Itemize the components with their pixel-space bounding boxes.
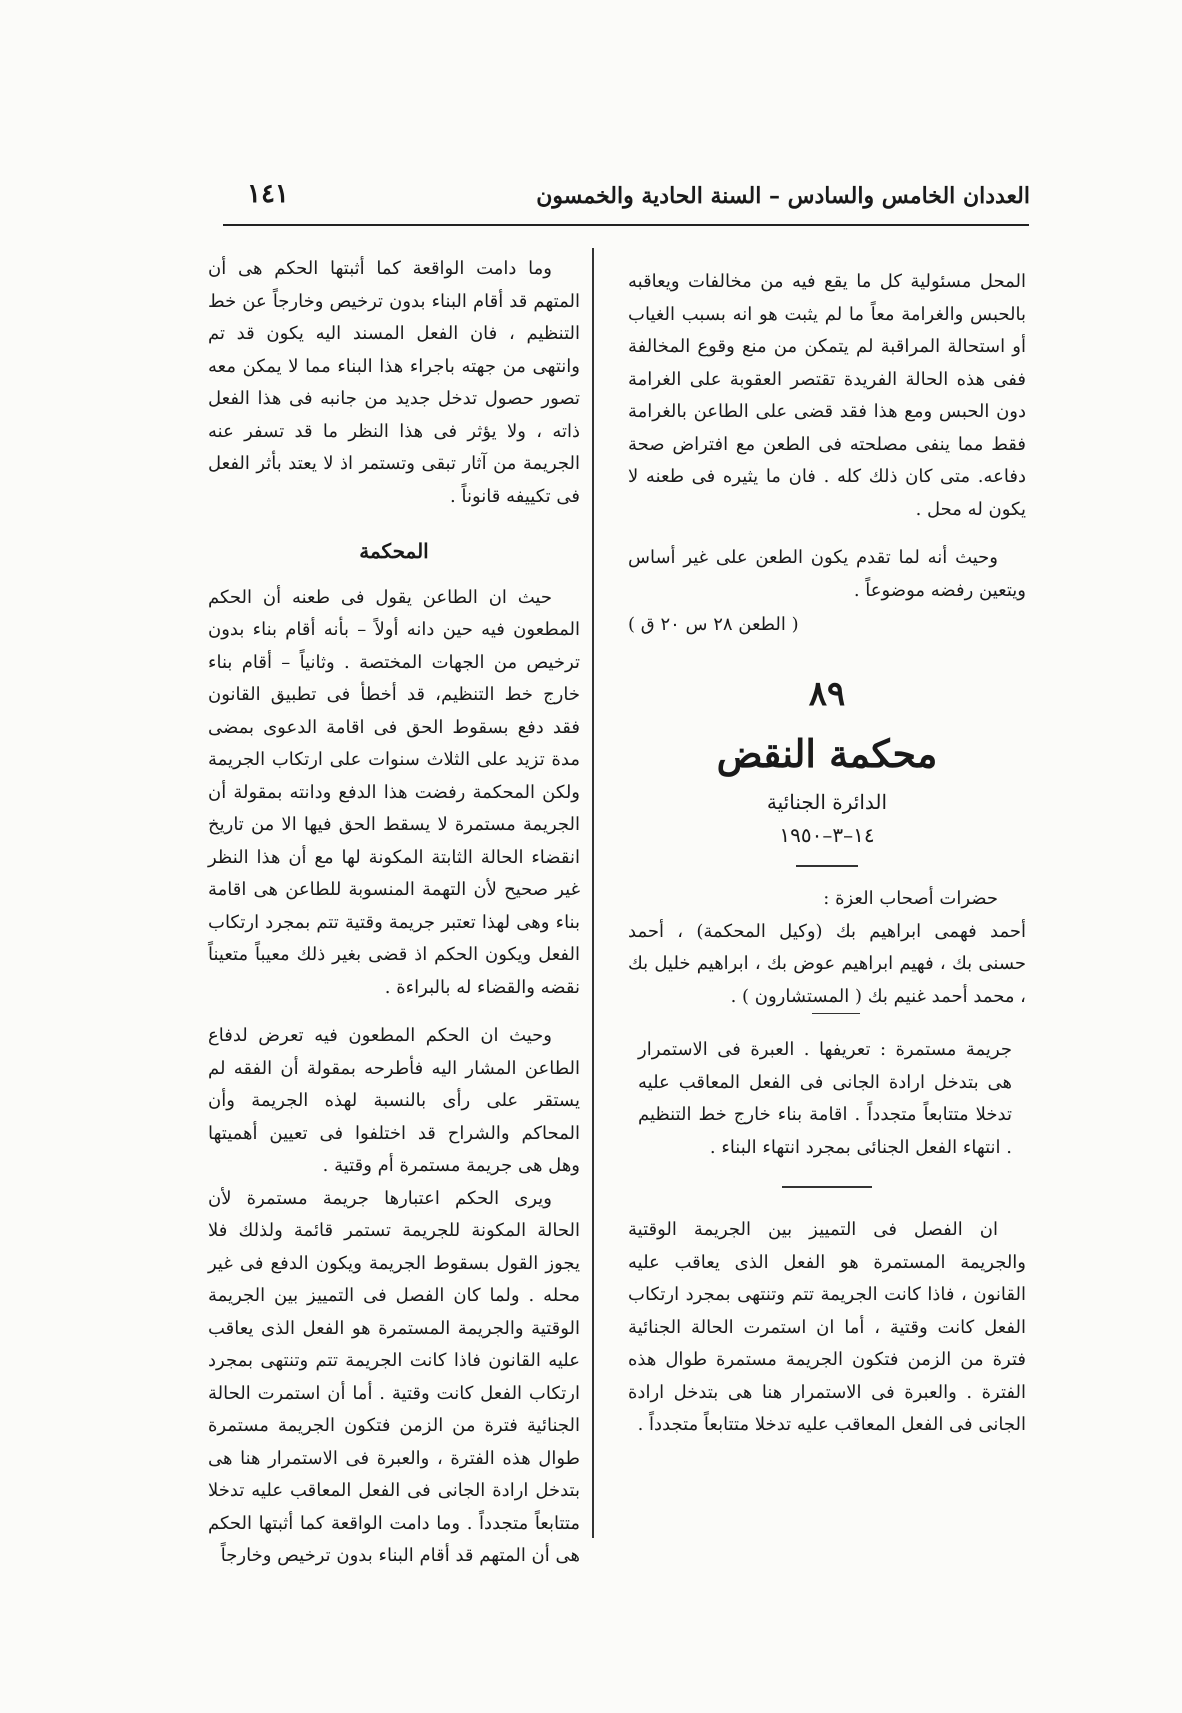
judges-rule (812, 1013, 860, 1014)
right-column (628, 266, 1026, 1442)
previous-case-continuation: المحل مسئولية كل ما يقع فيه من مخالفات ويعاقبه بالحبس والغرامة معاً ما لم يثبت هو انه بسبب الغياب أو استحالة المراقبة لم يتمكن من منع وقوع المخالفة ففى هذه الحالة الفريدة تقتصر العقوبة على الغرامة دون الحبس ومع هذا فقد قضى على الطاعن بالغرامة فقط مما ينفى مصلحته فى الطعن مع افتراض صحة دفاعه. متى كان ذلك كله . فان ما يثيره فى طعنه لا يكون له محل . (628, 271, 1026, 520)
judgment-paragraph-3: ويرى الحكم اعتبارها جريمة مستمرة لأن الحالة المكونة للجريمة تستمر قائمة ولذلك فلا يجوز القول بسقوط الجريمة ويكون الدفع فى غير محله . ولما كان الفصل فى التمييز بين الجريمة الوقتية والجريمة المستمرة هو الفعل الذى يعاقب عليه القانون فاذا كانت الجريمة تتم وتنتهى بمجرد ارتكاب الفعل كانت وقتية . أما أن استمرت الحالة الجنائية فترة من الزمن فتكون الجريمة مستمرة طوال هذه الفترة ، والعبرة فى الاستمرار هنا هى بتدخل ارادة الجانى فى الفعل المعاقب عليه تدخلا متتابعاً متجدداً . وما دامت الواقعة كما أثبتها الحكم هى أن المتهم قد أقام البناء بدون ترخيص وخارجاً (208, 1187, 580, 1566)
legal-principle: ان الفصل فى التمييز بين الجريمة الوقتية والجريمة المستمرة هو الفعل الذى يعاقب عليه القانون ، فاذا كانت الجريمة تتم وتنتهى بمجرد ارتكاب الفعل كانت وقتية ، أما ان استمرت الحالة الجنائية فترة من الزمن فتكون الجريمة مستمرة طوال هذه الفترة . والعبرة فى الاستمرار هنا هى بتدخل ارادة الجانى فى الفعل المعاقب عليه تدخلا متتابعاً متجدداً . (628, 1219, 1026, 1435)
judgment-paragraph-1: حيث ان الطاعن يقول فى طعنه أن الحكم المطعون فيه حين دانه أولاً – بأنه أقام بناء بدون ترخيص من الجهات المختصة . وثانياً – أقام بناء خارج خط التنظيم، قد أخطأ فى تطبيق القانون فقد دفع بسقوط الحق فى اقامة الدعوى بمضى مدة تزيد على الثلاث سنوات على ارتكاب الجريمة ولكن المحكمة رفضت هذا الدفع ودانته بمقولة أن الجريمة مستمرة لا يسقط الحق فيها الا من تاريخ انقضاء الحالة الثابتة المكونة لها مع أن هذا النظر غير صحيح لأن التهمة المنسوبة للطاعن هى اقامة بناء وهى لهذا تعتبر جريمة وقتية تتم بمجرد ارتكاب الفعل ويكون الحكم اذ قضى بغير ذلك معيباً متعيناً نقضه والقضاء له بالبراءة . (208, 586, 580, 998)
judgment-date: ١٤–٣–١٩٥٠ (779, 822, 875, 847)
principle-continuation: وما دامت الواقعة كما أثبتها الحكم هى أن المتهم قد أقام البناء بدون ترخيص وخارجاً عن خط التنظيم ، فان الفعل المسند اليه يكون قد تم وانتهى من جهته باجراء هذا البناء مما لا يمكن معه تصور حصول تدخل جديد من جانبه فى هذا الفعل ذاته ، ولا يؤثر فى هذا النظر ما قد تسفر عنه الجريمة من آثار تبقى وتستمر اذ لا يعتد بأثر الفعل فى تكييفه قانوناً . (208, 258, 580, 507)
headnote-rule (782, 1186, 872, 1188)
appeal-citation: ( الطعن ٢٨ س ٢٠ ق ) (628, 614, 799, 635)
column-divider (592, 248, 594, 1538)
court-name: محكمة النقض (716, 731, 938, 776)
judges-heading: حضرات أصحاب العزة : (823, 888, 998, 909)
section-title: المحكمة (359, 539, 429, 563)
previous-case-conclusion: وحيث أنه لما تقدم يكون الطعن على غير أساس ويتعين رفضه موضوعاً . (628, 547, 1026, 601)
header-rule (223, 224, 1029, 226)
page-number: ١٤١ (247, 179, 289, 209)
circuit-name: الدائرة الجنائية (766, 790, 888, 814)
judges-names: أحمد فهمى ابراهيم بك (وكيل المحكمة) ، أحمد حسنى بك ، فهيم ابراهيم عوض بك ، ابراهيم خليل بك ، محمد أحمد غنيم بك ( المستشارون ) . (628, 920, 1026, 1007)
judges-panel (628, 883, 1026, 1013)
left-column (208, 253, 580, 1573)
case-number: ٨٩ (808, 673, 846, 714)
case-headnote: جريمة مستمرة : تعريفها . العبرة فى الاستمرار هى بتدخل ارادة الجانى فى الفعل المعاقب عليه تدخلا متتابعاً متجدداً . اقامة بناء خارج خط التنظيم . انتهاء الفعل الجنائى بمجرد انتهاء البناء . (638, 1039, 1012, 1158)
journal-issue-title: العددان الخامس والسادس – السنة الحادية والخمسون (536, 183, 1030, 209)
date-rule (796, 865, 858, 867)
judgment-paragraph-2: وحيث ان الحكم المطعون فيه تعرض لدفاع الطاعن المشار اليه فأطرحه بمقولة أن الفقه لم يستقر على رأى بالنسبة لهذه الجريمة وأن المحاكم والشراح قد اختلفوا فى تعيين أهميتها وهل هى جريمة مستمرة أم وقتية . (208, 1025, 580, 1176)
page-header (225, 179, 1030, 223)
